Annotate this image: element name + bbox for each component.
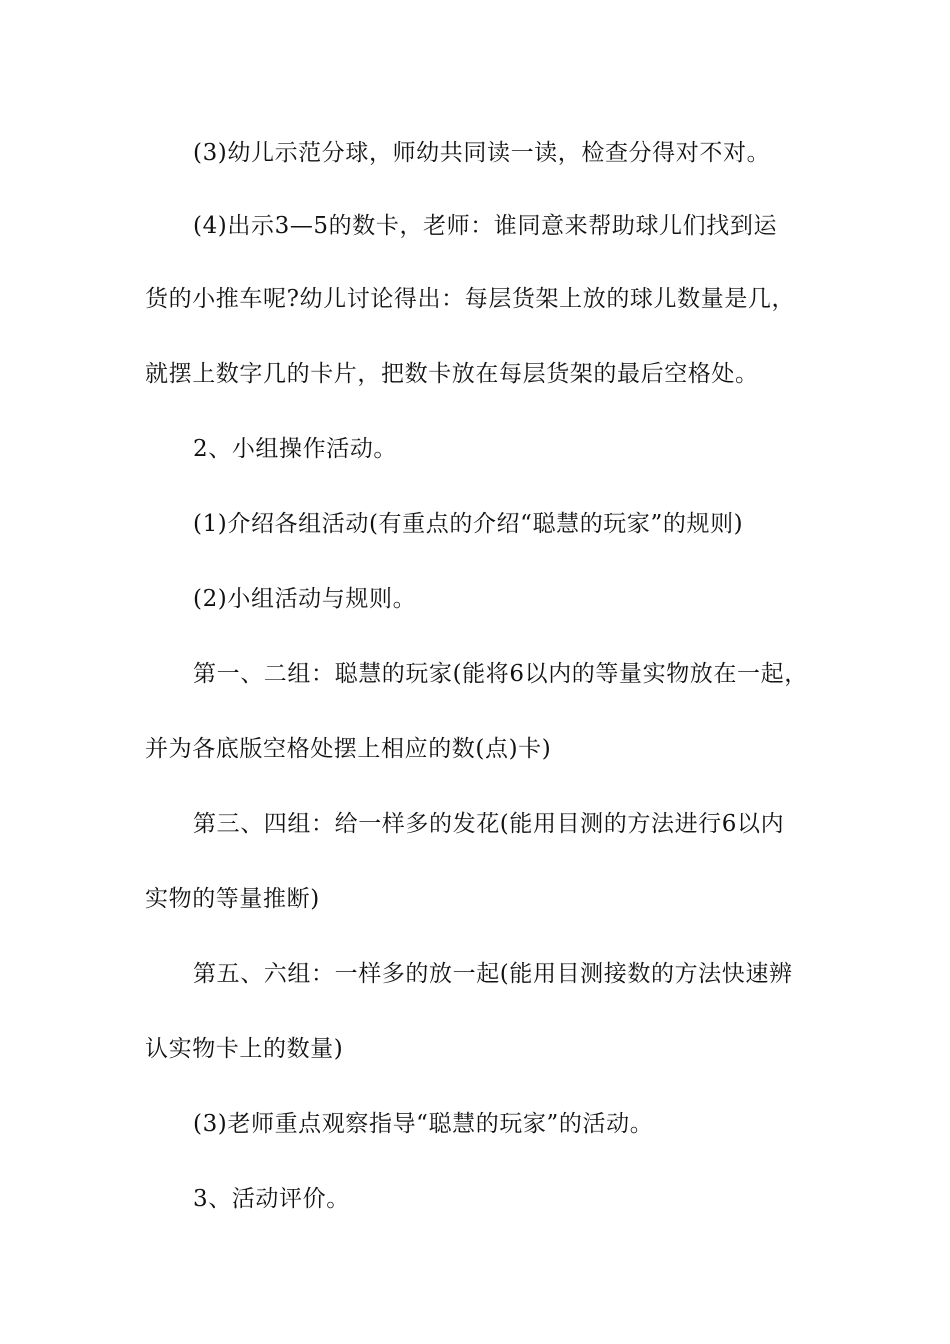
paragraph-line-12: 第五、六组：一样多的放一起(能用目测接数的方法快速辨 xyxy=(193,961,793,987)
paragraph-line-14: (3)老师重点观察指导“聪慧的玩家”的活动。 xyxy=(193,1111,654,1137)
paragraph-line-4: 就摆上数字几的卡片，把数卡放在每层货架的最后空格处。 xyxy=(145,361,759,387)
paragraph-line-3: 货的小推车呢?幼儿讨论得出：每层货架上放的球儿数量是几， xyxy=(145,286,796,312)
paragraph-line-8: 第一、二组：聪慧的玩家(能将6以内的等量实物放在一起， xyxy=(193,661,808,687)
section-heading-3: 3、活动评价。 xyxy=(193,1186,350,1212)
paragraph-line-10: 第三、四组：给一样多的发花(能用目测的方法进行6以内 xyxy=(193,811,785,837)
paragraph-line-2: (4)出示3—5的数卡，老师：谁同意来帮助球儿们找到运 xyxy=(193,213,778,239)
paragraph-line-1: (3)幼儿示范分球，师幼共同读一读，检查分得对不对。 xyxy=(193,140,771,166)
paragraph-line-9: 并为各底版空格处摆上相应的数(点)卡) xyxy=(145,736,552,762)
section-heading-2: 2、小组操作活动。 xyxy=(193,436,398,462)
paragraph-line-13: 认实物卡上的数量) xyxy=(145,1036,344,1062)
paragraph-line-11: 实物的等量推断) xyxy=(145,886,320,912)
paragraph-line-7: (2)小组活动与规则。 xyxy=(193,586,417,612)
paragraph-line-6: (1)介绍各组活动(有重点的介绍“聪慧的玩家”的规则) xyxy=(193,511,744,537)
